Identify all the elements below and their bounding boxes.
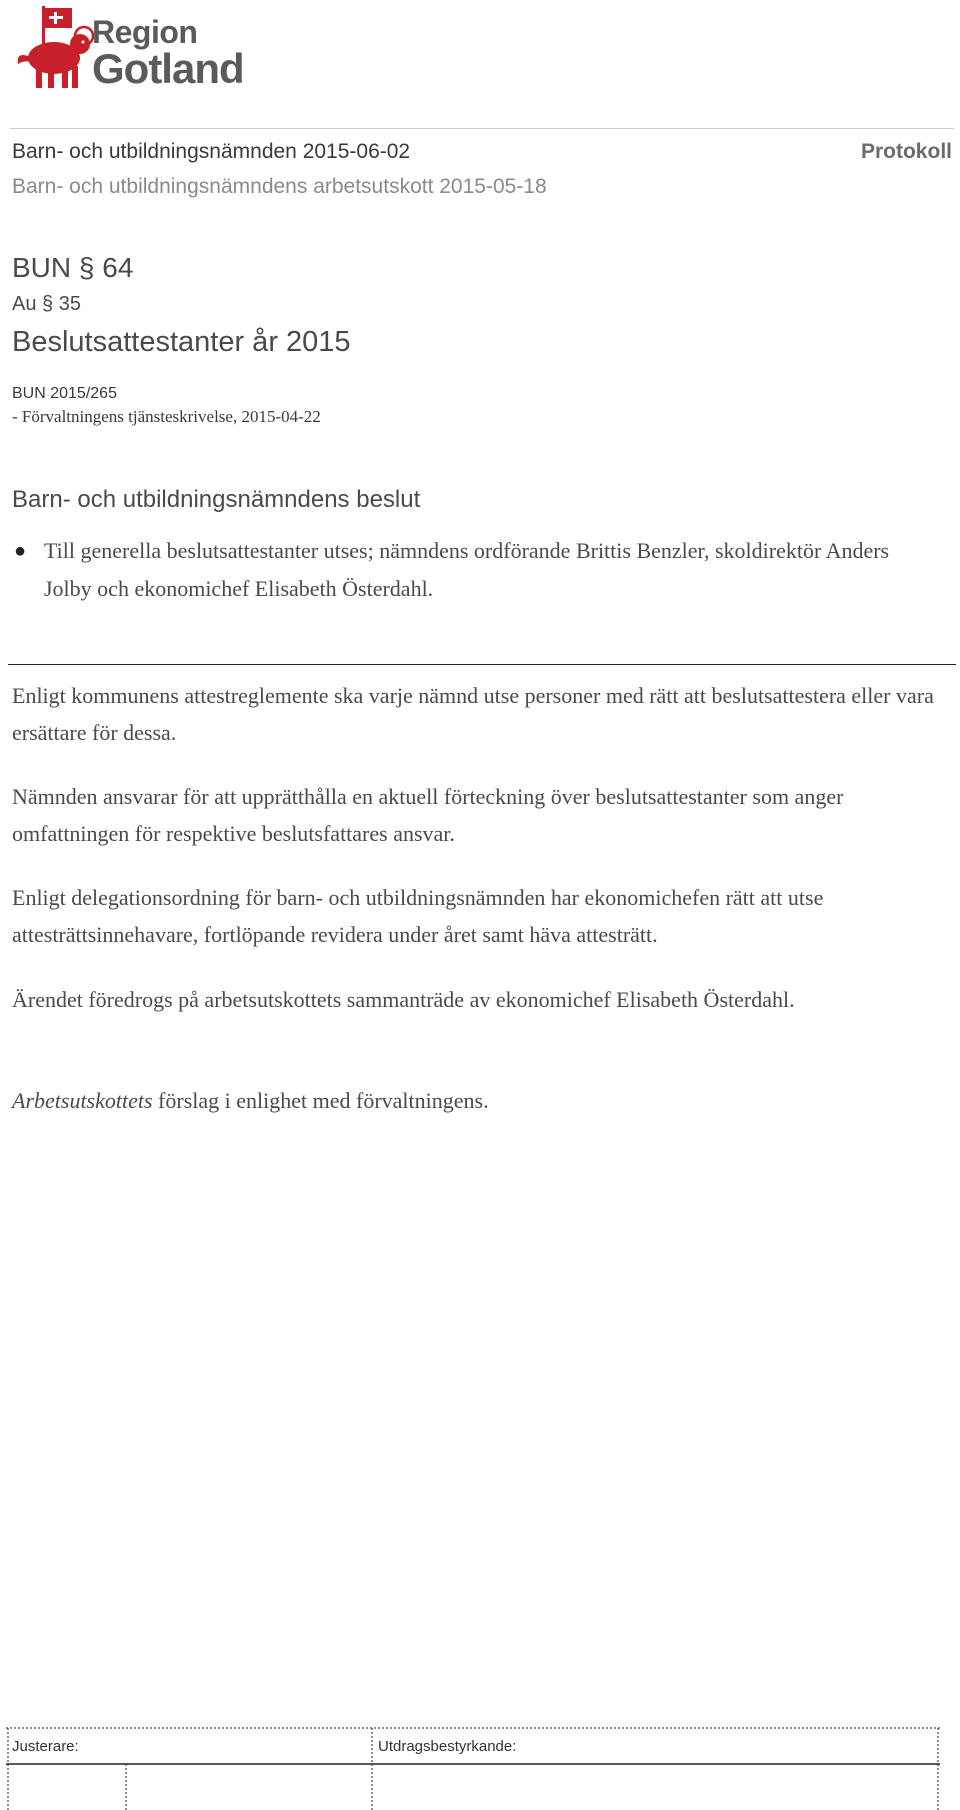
decision-bullet: Till generella beslutsattestanter utses; nämndens ordförande Brittis Benzler, skoldirektör Anders Jolby och ekonomichef Elisabeth Österdahl. — [44, 538, 890, 601]
section-divider — [8, 664, 956, 665]
logo-wordmark — [92, 16, 244, 90]
au-paragraph-number: Au § 35 — [12, 293, 81, 315]
justerare-label: Justerare: — [12, 1738, 79, 1755]
logo-line1: Region — [92, 14, 198, 50]
body-paragraph: Enligt kommunens attestreglemente ska varje nämnd utse personer med rätt att beslutsattestera eller vara ersättare för dessa. — [12, 683, 934, 745]
bun-paragraph-number: BUN § 64 — [12, 252, 134, 283]
body-paragraph-proposal — [12, 1082, 952, 1119]
proposal-text: förslag i enlighet med förvaltningens. — [152, 1088, 489, 1113]
bullet-icon: ● — [14, 540, 27, 562]
logo-line2: Gotland — [92, 45, 244, 92]
header-divider — [10, 128, 954, 129]
case-reference: BUN 2015/265 — [12, 385, 117, 402]
utdragsbestyrkande-label: Utdragsbestyrkande: — [378, 1738, 517, 1755]
meeting-title: Barn- och utbildningsnämnden 2015-06-02 — [12, 140, 411, 163]
item-title: Beslutsattestanter år 2015 — [12, 326, 351, 358]
body-paragraph: Ärendet föredrogs på arbetsutskottets sammanträde av ekonomichef Elisabeth Österdahl. — [12, 987, 795, 1012]
body-paragraph: Enligt delegationsordning för barn- och utbildningsnämnden har ekonomichefen rätt att utse attesträttsinnehavare, fortlöpande revidera under året samt häva attesträtt. — [12, 885, 824, 947]
decision-heading: Barn- och utbildningsnämndens beslut — [12, 486, 421, 513]
committee-title: Barn- och utbildningsnämndens arbetsutskott 2015-05-18 — [12, 175, 547, 198]
document-reference: - Förvaltningens tjänsteskrivelse, 2015-04-22 — [12, 407, 321, 426]
document-type: Protokoll — [860, 140, 952, 163]
proposal-subject: Arbetsutskottets — [12, 1088, 153, 1113]
body-paragraph: Nämnden ansvarar för att upprätthålla en aktuell förteckning över beslutsattestanter som anger omfattningen för respektive beslutsfattares ansvar. — [12, 784, 844, 846]
